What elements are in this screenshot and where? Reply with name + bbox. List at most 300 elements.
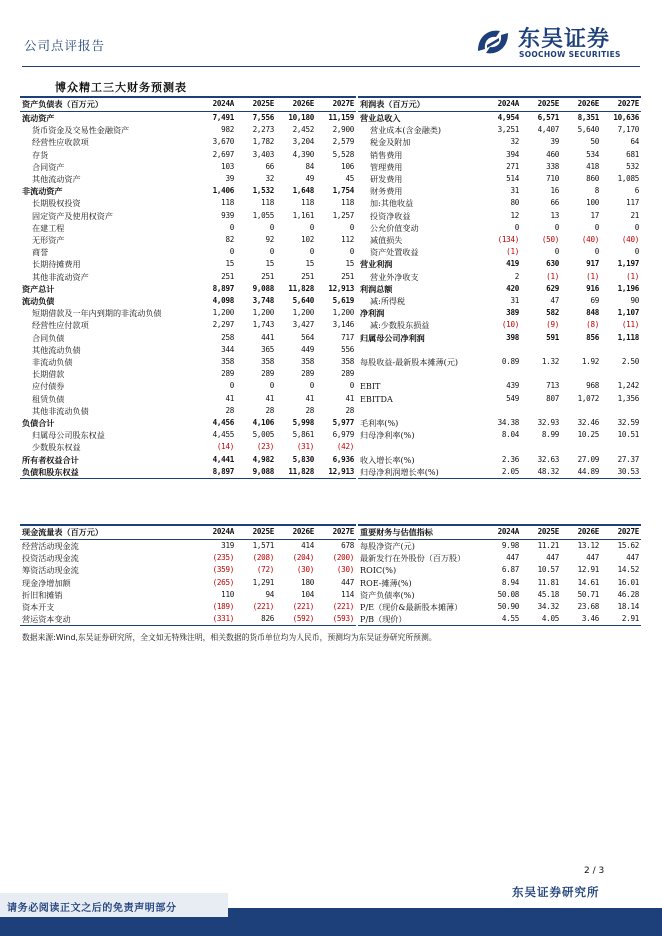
table-row [358,441,641,453]
row-label: 经营性应收款项 [32,137,89,148]
table-header-row [358,525,641,540]
table-row [358,246,641,258]
cell-value: 45.18 [537,589,559,599]
row-label: 所有者权益合计 [22,454,79,465]
cell-value [521,441,561,453]
cell-value: 28 [225,405,234,415]
cell-value: 117 [626,198,639,208]
row-label: 筹资活动现金流 [22,565,79,576]
cell-value: 14.61 [577,577,599,587]
row-label: 资产负债率(%) [360,589,415,600]
cell-value: 0 [229,247,234,257]
table-row [20,405,356,417]
cell-value [481,344,521,356]
cell-value: 2,273 [252,125,274,135]
cell-value: 681 [626,149,639,159]
cell-value: 118 [221,198,234,208]
table-row [20,613,356,626]
cell-value: 15.62 [617,541,639,550]
row-label: 长期待摊费用 [32,259,81,270]
cell-value: 1,118 [617,332,639,342]
cell-value: 103 [221,161,234,171]
cell-value: 4,390 [292,149,314,159]
cell-value: 358 [221,357,234,367]
table-row [358,405,641,417]
table-row [20,295,356,307]
cell-value: 271 [506,161,519,171]
row-label: 销售费用 [370,149,403,160]
table-row [358,319,641,331]
row-label: 其他非流动资产 [32,271,89,282]
cell-value: 1,200 [332,308,354,318]
cell-value: 0 [349,222,354,232]
cell-value: 12.91 [577,565,599,575]
row-label: 负债合计 [22,418,55,429]
table-row [358,173,641,185]
cell-value: 11,828 [276,466,316,479]
table-row [358,601,641,613]
table-row [20,454,356,466]
table-row [20,173,356,185]
cell-value: (200) [332,553,354,563]
row-label: 税金及附加 [370,137,411,148]
row-label: 财务费用 [370,186,403,197]
cell-value: 0 [229,222,234,232]
cell-value: (221) [252,602,274,612]
row-label: 营运资本变动 [20,613,196,626]
cell-value: 0 [269,247,274,257]
cell-value [561,405,601,417]
table-row [358,577,641,589]
cell-value: 50.90 [497,602,519,612]
table-row [358,234,641,246]
row-label: 加:其他收益 [370,198,414,209]
cell-value: 389 [506,308,519,318]
cell-value: 5,998 [292,418,314,428]
cell-value: 5,619 [332,296,354,306]
cell-value: 112 [341,235,354,245]
balance-sheet-table [20,96,356,479]
cell-value: 439 [506,381,519,391]
cell-value: (9) [546,320,559,330]
cell-value: 31 [510,186,519,196]
row-label: 商誉 [32,247,49,258]
cell-value: 0 [309,222,314,232]
cell-value: 251 [221,271,234,281]
row-label: 归属母公司净利润 [360,332,425,343]
cell-value: 11,159 [328,113,354,122]
year-header: 2027E [601,97,641,112]
row-label: 最新发行在外股份（百万股） [360,553,466,564]
cell-value [601,405,641,417]
table-row [358,332,641,344]
cell-value: 1.32 [541,357,559,367]
cell-value [561,441,601,453]
cell-value: 4,106 [252,418,274,428]
row-label: ROE-摊薄(%) [360,577,412,588]
cell-value: 556 [341,344,354,354]
cell-value: 8,897 [196,466,236,479]
row-label [358,368,481,380]
cell-value: 106 [341,161,354,171]
row-label: 应付债券 [32,381,65,392]
cell-value: 10,636 [613,113,639,122]
row-label: 非流动负债 [32,357,73,368]
row-label: 利润总额 [360,283,393,294]
cell-value: 564 [301,332,314,342]
cell-value: (11) [621,320,639,330]
cash-flow-table [20,524,356,626]
row-label: 归母净利率(%) [360,430,415,441]
cell-value [561,368,601,380]
cell-value: 11,828 [288,283,314,293]
cell-value: 1,754 [332,186,354,196]
table-row [20,124,356,136]
cell-value: 394 [506,149,519,159]
cell-value: 5,830 [292,454,314,464]
cell-value: (593) [316,613,356,626]
cell-value: 0 [269,381,274,391]
cell-value: (331) [196,613,236,626]
cell-value: 420 [506,283,519,293]
cell-value: 15 [305,259,314,269]
row-label: 毛利率(%) [360,418,399,429]
cell-value: (30) [296,565,314,575]
cell-value: 1,107 [617,308,639,318]
cell-value: 1,200 [212,308,234,318]
row-label: 净利润 [360,308,385,319]
cell-value: (31) [296,442,314,452]
cell-value: 82 [225,235,234,245]
cell-value: 13.12 [577,541,599,550]
table-row [20,222,356,234]
cell-value: 0 [309,381,314,391]
cell-value: (14) [216,442,234,452]
cell-value: 27.09 [577,454,599,464]
year-header: 2024A [196,525,236,540]
cell-value: 5,640 [577,125,599,135]
cell-value: 289 [261,369,274,379]
row-label: 营业外净收支 [370,271,419,282]
table-row [358,417,641,429]
cell-value: 0 [634,222,639,232]
table-row [358,552,641,564]
cell-value: 8,351 [577,113,599,122]
cell-value: 6,979 [332,430,354,440]
cell-value: 66 [265,161,274,171]
cell-value: (1) [626,271,639,281]
cell-value: (40) [581,235,599,245]
cell-value: 0 [594,247,599,257]
row-label: 合同资产 [32,161,65,172]
cell-value: 0 [349,381,354,391]
cell-value: 18.14 [617,602,639,612]
cell-value: 1.92 [581,357,599,367]
table-row [358,222,641,234]
income-statement-table [358,96,641,479]
cell-value: 2,900 [332,125,354,135]
cell-value: 41 [265,393,274,403]
cell-value: 1,532 [252,186,274,196]
year-header: 2024A [196,97,236,112]
cell-value: 4,455 [212,430,234,440]
cell-value: 447 [506,553,519,563]
cell-value: 860 [586,174,599,184]
cell-value: 856 [586,332,599,342]
table-header-row [20,525,356,540]
cell-value: 92 [265,235,274,245]
cell-value: 45 [345,174,354,184]
cell-value: 3,670 [212,137,234,147]
row-label: 短期借款及一年内到期的非流动负债 [32,308,162,319]
cell-value: 12,913 [328,283,354,293]
cell-value: 319 [221,541,234,550]
cell-value: 15 [225,259,234,269]
cell-value: 630 [546,259,559,269]
cell-value: 32.93 [537,418,559,428]
cell-value: 1,055 [252,210,274,220]
cell-value: 1,648 [292,186,314,196]
cell-value: (134) [497,235,519,245]
table-row [20,234,356,246]
cell-value: 5,528 [332,149,354,159]
cell-value: 532 [626,161,639,171]
cell-value: 32.59 [617,418,639,428]
cell-value: 100 [586,198,599,208]
table-row [358,258,641,270]
table-row [358,112,641,125]
cell-value: 13 [550,210,559,220]
cell-value: 848 [586,308,599,318]
cell-value: (10) [501,320,519,330]
cell-value: 32.46 [577,418,599,428]
cell-value: 32 [265,174,274,184]
cell-value: 1,161 [292,210,314,220]
cell-value: 0 [634,247,639,257]
row-label: 营业利润 [360,259,393,270]
row-label: 负债和股东权益 [20,466,196,479]
row-label: 存货 [32,149,49,160]
cell-value [481,441,521,453]
cell-value: 48.32 [521,466,561,479]
cell-value: 0 [514,222,519,232]
cell-value: 1,085 [617,174,639,184]
cell-value: 5,861 [292,430,314,440]
row-label: EBITDA [360,393,393,404]
year-header: 2025E [236,525,276,540]
cell-value: 41 [305,393,314,403]
cell-value: 358 [261,357,274,367]
cell-value: 419 [506,259,519,269]
row-label: 少数股东权益 [32,442,81,453]
cell-value: 49 [305,174,314,184]
row-label: 流动负债 [22,296,55,307]
table-title: 资产负债表（百万元） [20,97,196,112]
cell-value: 1,571 [252,541,274,550]
row-label: 经营活动现金流 [22,541,79,551]
cell-value: 1,196 [617,283,639,293]
table-row [358,613,641,626]
row-label: 资本开支 [22,602,55,613]
year-header: 2026E [276,525,316,540]
cell-value: 582 [546,308,559,318]
cell-value: (72) [256,565,274,575]
cell-value: 447 [586,553,599,563]
cell-value: 713 [546,381,559,391]
row-label: 租赁负债 [32,393,65,404]
table-row [358,283,641,295]
cell-value: 939 [221,210,234,220]
row-label: 减:所得税 [370,296,406,307]
cell-value: (208) [252,553,274,563]
cell-value: 4.55 [481,613,521,626]
table-row [358,210,641,222]
cell-value: 449 [301,344,314,354]
cell-value: 64 [630,137,639,147]
cell-value: 31 [510,296,519,306]
cell-value: 1,200 [252,308,274,318]
cell-value: (592) [276,613,316,626]
cell-value: 591 [546,332,559,342]
cell-value: 710 [546,174,559,184]
row-label: 非流动资产 [22,186,63,197]
row-label: 投资净收益 [370,210,411,221]
table-header-row [358,97,641,112]
year-header: 2025E [236,97,276,112]
cell-value: 0 [349,247,354,257]
table-row [20,307,356,319]
cell-value: (30) [336,565,354,575]
table-row [358,393,641,405]
cell-value: 807 [546,393,559,403]
cell-value: (221) [332,602,354,612]
cell-value: 6 [634,186,639,196]
cell-value: 8.04 [501,430,519,440]
cell-value: 1,200 [292,308,314,318]
cell-value: 110 [221,589,234,599]
cell-value: 6.87 [501,565,519,575]
table-row [20,441,356,453]
cell-value: 21 [630,210,639,220]
table-row [20,552,356,564]
cell-value: 94 [265,589,274,599]
table-row [358,161,641,173]
cell-value [521,368,561,380]
cell-value: (23) [256,442,274,452]
row-label: 归母净利润增长率(%) [358,466,481,479]
cell-value: 717 [341,332,354,342]
cell-value: 1,291 [252,577,274,587]
row-label: 研发费用 [370,174,403,185]
cell-value: 1,242 [617,381,639,391]
table-row [20,271,356,283]
cell-value: 0.89 [501,357,519,367]
cell-value: (204) [292,553,314,563]
row-label: P/E（现价&最新股本摊薄） [360,602,463,613]
cell-value: 5,005 [252,430,274,440]
row-label: 无形资产 [32,235,65,246]
cell-value: 251 [301,271,314,281]
year-header: 2025E [521,525,561,540]
row-label: 营业总收入 [360,113,401,123]
cell-value: 15 [345,259,354,269]
header-divider [22,66,640,67]
table-row [20,564,356,576]
cell-value: (40) [621,235,639,245]
cell-value: 916 [586,283,599,293]
cell-value: 258 [221,332,234,342]
cell-value: 441 [261,332,274,342]
cell-value: 344 [221,344,234,354]
cell-value: 102 [301,235,314,245]
year-header: 2026E [561,525,601,540]
cell-value: 3,146 [332,320,354,330]
table-row [20,319,356,331]
cell-value: 12,913 [316,466,356,479]
cell-value [601,344,641,356]
logo-en-text: SOOCHOW SECURITIES [519,50,621,59]
row-label: 资产总计 [22,283,55,294]
cell-value: 50.71 [577,589,599,599]
cell-value: 28 [265,405,274,415]
cell-value: 10,180 [288,113,314,122]
cell-value: 7,556 [252,113,274,122]
table-row [20,185,356,197]
cell-value [601,368,641,380]
table-row [20,368,356,380]
cell-value: 6,936 [332,454,354,464]
table-row [20,197,356,209]
cell-value: 447 [626,553,639,563]
cell-value: (221) [292,602,314,612]
cell-value: 7,170 [617,125,639,135]
table-row [358,271,641,283]
row-label: 营业成本(含金融类) [370,125,442,136]
cell-value: 8 [594,186,599,196]
cell-value: 1,072 [577,393,599,403]
cell-value: 34.32 [537,602,559,612]
row-label: 减值损失 [370,235,403,246]
disclaimer-text: 请务必阅读正文之后的免责声明部分 [7,903,177,914]
table-row [20,393,356,405]
cell-value: 5,977 [332,418,354,428]
cell-value: 50 [590,137,599,147]
logo-cn-text: 东吴证券 [518,27,611,52]
cell-value: 629 [546,283,559,293]
year-header: 2024A [481,97,521,112]
source-note: 数据来源:Wind,东吴证券研究所，全文如无特殊注明，相关数据的货币单位均为人民币，预测均为东吴证券研究所预测。 [22,633,437,642]
cell-value [561,344,601,356]
footer-institute: 东吴证券研究所 [512,885,600,899]
table-row [20,356,356,368]
table-row [20,149,356,161]
cell-value: 968 [586,381,599,391]
cell-value: 11.81 [537,577,559,587]
cell-value: (50) [541,235,559,245]
cell-value: 16.01 [617,577,639,587]
cell-value: 3,427 [292,320,314,330]
cell-value: 9.98 [501,541,519,550]
cell-value: 47 [550,296,559,306]
cell-value: 917 [586,259,599,269]
cell-value: 84 [305,161,314,171]
cell-value: 4,441 [212,454,234,464]
year-header: 2025E [521,97,561,112]
table-row [358,368,641,380]
cell-value: 3,748 [252,296,274,306]
cell-value: 118 [261,198,274,208]
cell-value: 2.50 [621,357,639,367]
